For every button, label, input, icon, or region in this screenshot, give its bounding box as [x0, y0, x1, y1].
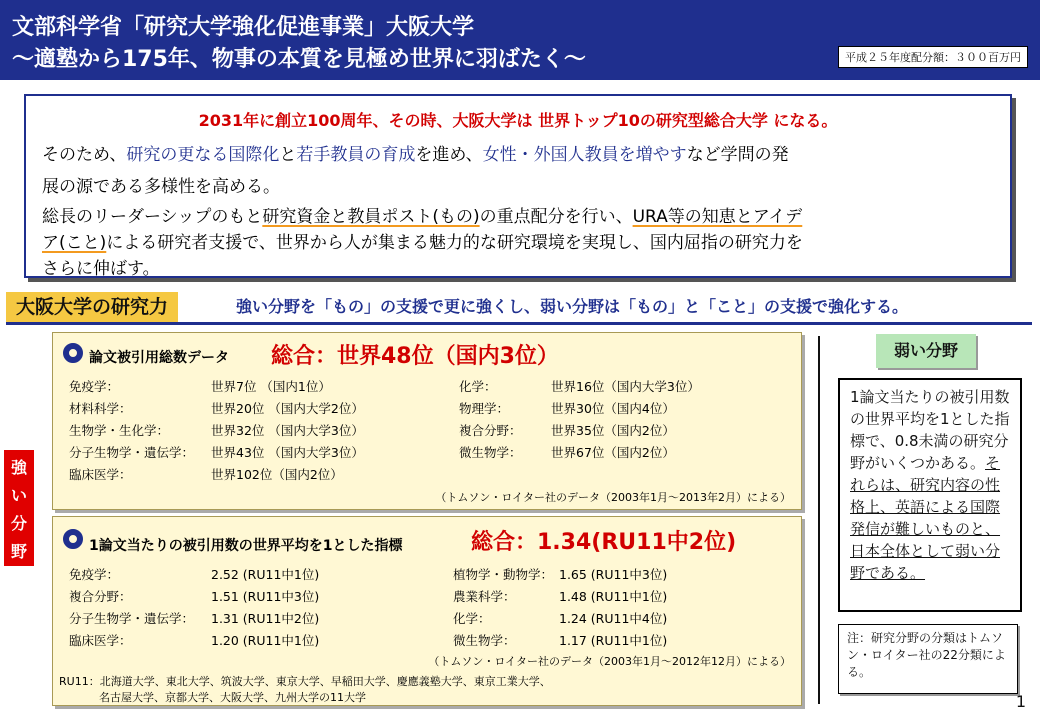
citation-total-panel	[52, 332, 802, 510]
header-banner	[0, 0, 1040, 80]
ru11-list-cont: 名古屋大学、京都大学、大阪大学、九州大学の11大学	[99, 691, 366, 704]
field-name: 複合分野：	[69, 589, 132, 604]
circle-bullet-icon	[63, 529, 83, 549]
column-divider	[818, 336, 820, 704]
field-rank: 世界102位（国内2位）	[211, 467, 343, 482]
field-rank: 2.52 (RU11中1位)	[211, 567, 320, 582]
strong-field-label	[4, 450, 34, 566]
label-char: い	[10, 486, 27, 505]
section-title: 大阪大学の研究力	[6, 292, 178, 322]
field-rank: 1.31 (RU11中2位)	[211, 611, 320, 626]
text: と	[279, 145, 297, 165]
text: の重点配分を行い、	[479, 207, 633, 227]
field-rank: 世界43位 （国内大学3位）	[211, 445, 364, 460]
panel-total: 総合：1.34(RU11中2位)	[471, 530, 737, 555]
text: そのため、	[42, 145, 127, 165]
vision-line-1	[42, 140, 789, 165]
highlight-young-faculty: 若手教員の育成	[296, 145, 416, 165]
field-rank: 1.17 (RU11中1位)	[559, 633, 668, 648]
vision-box	[24, 94, 1012, 278]
field-name: 微生物学：	[459, 445, 522, 460]
ru11-list: RU11：北海道大学、東北大学、筑波大学、東京大学、早稲田大学、慶應義塾大学、東京工業大学、	[59, 675, 551, 688]
vision-line-2: 展の源である多様性を高める。	[42, 177, 280, 197]
field-rank: 1.24 (RU11中4位)	[559, 611, 668, 626]
field-name: 化学：	[459, 379, 497, 394]
field-name: 化学：	[453, 611, 491, 626]
field-rank: 世界35位（国内2位）	[551, 423, 675, 438]
section-subtitle: 強い分野を「もの」の支援で更に強くし、弱い分野は「もの」と「こと」の支援で強化する。	[236, 297, 909, 316]
section-divider	[6, 322, 1032, 325]
field-rank: 世界30位（国内4位）	[551, 401, 675, 416]
label-char: 強	[10, 458, 27, 477]
label-char: 野	[10, 542, 27, 561]
field-name: 臨床医学：	[69, 633, 132, 648]
vision-line-4	[42, 228, 803, 253]
field-name: 分子生物学・遺伝学：	[69, 611, 195, 626]
field-name: 農業科学：	[453, 589, 516, 604]
data-source: （トムソン・ロイター社のデータ（2003年1月～2012年12月）による）	[428, 655, 791, 668]
field-name: 植物学・動物学：	[453, 567, 554, 582]
field-name: 複合分野：	[459, 423, 522, 438]
label-char: 分	[10, 514, 27, 533]
field-rank: 世界16位（国内大学3位）	[551, 379, 700, 394]
field-name: 臨床医学：	[69, 467, 132, 482]
circle-bullet-icon	[63, 343, 83, 363]
text: 総長のリーダーシップのもと	[42, 207, 263, 227]
field-name: 物理学：	[459, 401, 510, 416]
field-name: 材料科学：	[69, 401, 132, 416]
vision-line-3	[42, 202, 802, 227]
classification-note: 注：研究分野の分類はトムソン・ロイター社の22分類による。	[838, 624, 1018, 694]
text: による研究者支援で、世界から人が集まる魅力的な研究環境を実現し、国内屈指の研究力を	[106, 233, 803, 253]
vision-headline: 2031年に創立100周年、その時、大阪大学は 世界トップ10の研究型総合大学 になる。	[198, 111, 838, 130]
panel-title: 1論文当たりの被引用数の世界平均を1とした指標	[89, 538, 403, 554]
panel-total: 総合：世界48位（国内3位）	[271, 344, 559, 369]
field-rank: 1.48 (RU11中1位)	[559, 589, 668, 604]
highlight-diversity: 女性・外国人教員を増やす	[482, 145, 687, 165]
field-rank: 世界67位（国内2位）	[551, 445, 675, 460]
field-name: 微生物学：	[453, 633, 516, 648]
weak-field-title: 弱い分野	[876, 334, 976, 368]
field-rank: 1.51 (RU11中3位)	[211, 589, 320, 604]
field-rank: 世界7位 （国内1位）	[211, 379, 331, 394]
weak-field-text-underlined: それらは、研究内容の性格上、英語による国際発信が難しいものと、日本全体として弱い分野である。	[850, 454, 1001, 582]
weak-field-box	[838, 378, 1022, 612]
field-rank: 世界32位 （国内大学3位）	[211, 423, 364, 438]
weak-field-text: 1論文当たりの被引用数の世界平均を1とした指標で、0.8未満の研究分野がいくつかある。	[850, 388, 1010, 472]
highlight-internationalization: 研究の更なる国際化	[126, 145, 280, 165]
page-subtitle: ～適塾から175年、物事の本質を見極め世界に羽ばたく～	[12, 47, 586, 72]
highlight-koto: ア(こと)	[42, 233, 107, 253]
text: など学問の発	[686, 145, 789, 165]
page-number: 1	[1015, 692, 1026, 711]
field-rank: 1.65 (RU11中3位)	[559, 567, 668, 582]
panel-title: 論文被引用総数データ	[89, 350, 229, 366]
page-title: 文部科学省「研究大学強化促進事業」大阪大学	[12, 15, 475, 40]
field-name: 免疫学：	[69, 567, 120, 582]
field-name: 分子生物学・遺伝学：	[69, 445, 195, 460]
field-rank: 世界20位 （国内大学2位）	[211, 401, 364, 416]
text: を進め、	[415, 145, 483, 165]
field-name: 生物学・生化学：	[69, 423, 170, 438]
budget-badge: 平成２５年度配分額：３００百万円	[838, 46, 1028, 68]
highlight-mono: 研究資金と教員ポスト(もの)	[262, 207, 480, 227]
vision-line-5: さらに伸ばす。	[42, 259, 160, 279]
highlight-ura: URA等の知恵とアイデ	[632, 207, 803, 227]
field-rank: 1.20 (RU11中1位)	[211, 633, 320, 648]
data-source: （トムソン・ロイター社のデータ（2003年1月～2013年2月）による）	[435, 491, 791, 504]
field-name: 免疫学：	[69, 379, 120, 394]
citation-index-panel	[52, 516, 802, 706]
